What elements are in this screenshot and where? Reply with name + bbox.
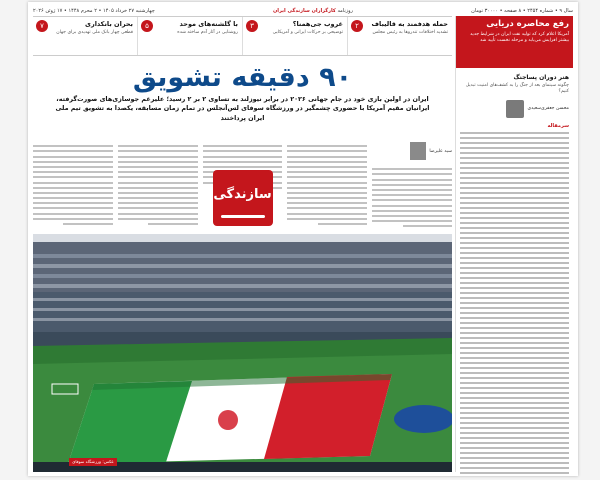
teaser-title: با گلشنه‌های موحد — [179, 20, 238, 28]
article-column — [287, 140, 367, 232]
side-author — [460, 100, 569, 118]
teaser-number: ۲ — [351, 20, 363, 32]
logo-swoosh — [221, 215, 265, 218]
article-column — [118, 140, 198, 232]
main-headline[interactable]: ۹۰ دقیقه تشویق — [132, 62, 353, 93]
side-red-text: آمریکا اعلام کرد که تولید نفت ایران در شرایط جدید بیشتر افزایش می‌یابد و مرحله نخست تأیید شد — [470, 32, 569, 44]
article-column-byline — [372, 140, 452, 232]
author-photo — [506, 100, 524, 118]
teaser-sub: قطعی چهار بانک ملی تهدیدی برای جهان — [56, 30, 133, 35]
teaser-1[interactable] — [347, 17, 452, 55]
masthead-date: چهارشنبه ۲۷ خرداد ۱۴۰۵ • ۲ محرم ۱۴۴۸ • ۱۷ ژوئن ۲۰۲۶ — [33, 8, 155, 14]
stadium-photo[interactable] — [33, 234, 452, 472]
teaser-2[interactable] — [242, 17, 347, 55]
article-column — [33, 140, 113, 232]
masthead-brand-name: کارگزاران سازندگی ایران — [273, 8, 336, 14]
masthead — [33, 6, 573, 16]
teaser-number: ۳ — [246, 20, 258, 32]
teaser-number: ۵ — [141, 20, 153, 32]
side-column — [455, 16, 573, 472]
teaser-sub: تشدید اختلافات تندروها به رئیس مجلس — [372, 30, 448, 35]
side-tag: سرمقاله — [547, 122, 569, 129]
teaser-3[interactable] — [137, 17, 242, 55]
newspaper-front-page — [28, 2, 578, 476]
byline-photo — [410, 142, 426, 160]
masthead-brand-label: روزنامه — [337, 8, 353, 14]
sazandegi-logo — [213, 170, 273, 226]
side-author-name: محسن جعفری‌سعیدی — [527, 106, 569, 112]
teaser-sub: روشنایی در آثار آدم ساخته شده — [177, 30, 238, 35]
masthead-brand — [273, 8, 353, 14]
masthead-issue: سال ۹ • شماره ۲۴۵۴ • ۸ صفحه • ۳۰۰۰۰ تومان — [471, 8, 573, 14]
side-heading[interactable]: هنر دوران پساجنگ — [513, 74, 569, 81]
byline — [372, 142, 452, 160]
side-red-title: رفع محاصره دریایی — [486, 19, 569, 29]
logo-text: سازندگی — [213, 187, 272, 202]
teaser-number: ۷ — [36, 20, 48, 32]
teaser-sub: توضیحی بر حرکات ایرانی و آمریکایی — [272, 30, 343, 35]
photo-caption: عکس: ورزشگاه سوفای — [69, 458, 117, 466]
side-subheading: چگونه سینمای بعد از جنگ را به کشف‌های امنیت تبدیل کنیم؟ — [465, 83, 569, 94]
byline-name: سید علیرضا — [429, 148, 452, 154]
stadium-flag-illustration — [33, 234, 452, 472]
main-story — [33, 58, 452, 472]
teaser-title: بحران بانکداری — [85, 20, 133, 28]
teaser-strip — [33, 16, 452, 56]
main-lead: ایران در اولین بازی خود در جام جهانی ۲۰۲۶ در برابر نیوزلند به تساوی ۲ بر ۲ رسید؛ علیرغم جوسازی‌های صورت‌گرفته، ایرانیان مقیم آمریکا با حضوری چشمگیر در ورزشگاه سوفای لس‌آنجلس در تمام زمان مسابقه، یکصدا به تشویق تیم ملی ایران پرداختند — [55, 95, 430, 122]
teaser-4[interactable] — [33, 17, 137, 55]
teaser-title: غروب جی‌همنا؟ — [292, 20, 343, 28]
side-article-text — [460, 132, 569, 476]
teaser-title: حمله هدفمند به قالیباف — [371, 20, 448, 28]
side-red-box[interactable] — [456, 16, 573, 68]
